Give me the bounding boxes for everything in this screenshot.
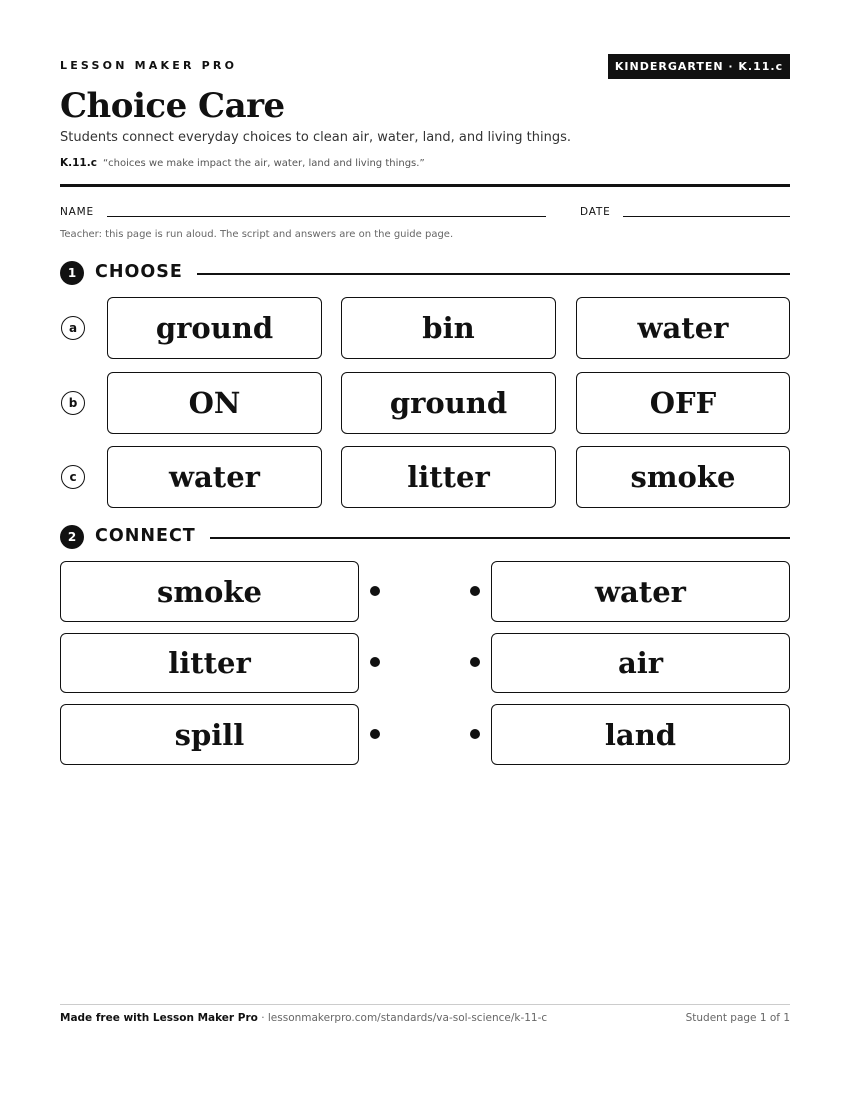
connect-right-dot[interactable] (470, 729, 480, 739)
footer-divider (60, 1004, 790, 1005)
standard-quote: “choices we make impact the air, water, land and living things.” (102, 158, 425, 169)
row-letter-c: c (61, 465, 85, 489)
connect-left-dot[interactable] (370, 657, 380, 667)
connect-right-card[interactable]: water (491, 561, 790, 622)
standard-line (60, 157, 425, 169)
section-2-rule (210, 537, 790, 539)
choice-card[interactable]: ground (341, 372, 556, 434)
choice-card[interactable]: smoke (576, 446, 790, 508)
section-1-title: CHOOSE (95, 262, 183, 282)
page-subtitle: Students connect everyday choices to clean air, water, land, and living things. (60, 130, 571, 145)
connect-left-card[interactable]: litter (60, 633, 359, 693)
choice-card[interactable]: litter (341, 446, 556, 508)
choice-card[interactable]: water (107, 446, 322, 508)
choice-card[interactable]: ground (107, 297, 322, 359)
footer-page-number: Student page 1 of 1 (685, 1012, 790, 1024)
connect-right-card[interactable]: land (491, 704, 790, 765)
section-2-number: 2 (60, 525, 84, 549)
connect-left-dot[interactable] (370, 729, 380, 739)
brand-name: LESSON MAKER PRO (60, 59, 238, 72)
date-label: DATE (580, 206, 611, 218)
connect-left-dot[interactable] (370, 586, 380, 596)
name-label: NAME (60, 206, 94, 218)
footer-url[interactable]: lessonmakerpro.com/standards/va-sol-science/k-11-c (267, 1012, 548, 1024)
connect-right-card[interactable]: air (491, 633, 790, 693)
connect-right-dot[interactable] (470, 586, 480, 596)
section-1-rule (197, 273, 790, 275)
date-field[interactable] (623, 216, 790, 217)
choice-card[interactable]: water (576, 297, 790, 359)
choice-card[interactable]: OFF (576, 372, 790, 434)
section-2-title: CONNECT (95, 526, 196, 546)
footer-credit (60, 1012, 547, 1024)
section-1-number: 1 (60, 261, 84, 285)
page-title: Choice Care (60, 86, 285, 126)
footer-made-by: Made free with Lesson Maker Pro (60, 1012, 258, 1024)
connect-left-card[interactable]: spill (60, 704, 359, 765)
row-letter-b: b (61, 391, 85, 415)
choice-card[interactable]: bin (341, 297, 556, 359)
grade-badge: KINDERGARTEN · K.11.c (608, 54, 790, 79)
footer-separator: · (257, 1012, 268, 1024)
row-letter-a: a (61, 316, 85, 340)
header-divider (60, 184, 790, 187)
name-field[interactable] (107, 216, 546, 217)
standard-code: K.11.c (60, 157, 97, 169)
choice-card[interactable]: ON (107, 372, 322, 434)
connect-right-dot[interactable] (470, 657, 480, 667)
connect-left-card[interactable]: smoke (60, 561, 359, 622)
teacher-note: Teacher: this page is run aloud. The script and answers are on the guide page. (60, 229, 454, 240)
